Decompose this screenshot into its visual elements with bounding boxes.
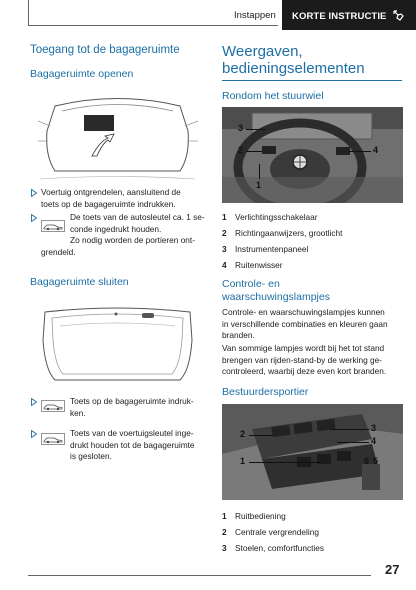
step-bullet-icon bbox=[31, 430, 37, 438]
door-callout-3: 3 bbox=[371, 423, 377, 433]
leader-line bbox=[246, 129, 266, 130]
close-step-2 bbox=[70, 428, 195, 463]
leader-line bbox=[330, 429, 369, 430]
steering-callout-2: 2 bbox=[238, 145, 244, 155]
step-bullet-icon bbox=[31, 398, 37, 406]
list-item-number: 3 bbox=[222, 244, 227, 254]
warning-p1-line-2: in verschillende combinaties en kleuren gaan bbox=[222, 318, 388, 329]
list-item-number: 1 bbox=[222, 511, 227, 521]
leader-line bbox=[246, 151, 262, 152]
main-title-line-1: Weergaven, bbox=[222, 43, 303, 60]
list-item bbox=[222, 241, 342, 257]
list-item-label: Richtingaanwijzers, grootlicht bbox=[235, 228, 343, 238]
open-step-2-line-2: conde ingedrukt houden. bbox=[70, 223, 162, 234]
section-title-trunk-access: Toegang tot de bagageruimte bbox=[30, 44, 180, 56]
header-rule bbox=[28, 25, 278, 26]
warning-p2-line-1: Van sommige lampjes wordt bij het tot stand bbox=[222, 343, 385, 353]
trunk-close-illustration bbox=[30, 300, 205, 382]
page-number: 27 bbox=[385, 562, 400, 577]
close-step-1-line-1: Toets op de bagageruimte indruk- bbox=[70, 396, 194, 406]
list-item bbox=[222, 524, 324, 540]
leader-line bbox=[249, 462, 321, 463]
open-step-1 bbox=[41, 187, 181, 210]
list-item-number: 3 bbox=[222, 543, 227, 553]
open-step-2-line-4: grendeld. bbox=[41, 247, 76, 257]
subsection-title-warning-lights bbox=[222, 278, 330, 304]
steering-items-list bbox=[222, 209, 342, 273]
list-item-label: Centrale vergrendeling bbox=[235, 527, 319, 537]
close-step-1 bbox=[70, 396, 194, 419]
open-step-2 bbox=[70, 212, 205, 247]
car-key-icon bbox=[41, 220, 65, 232]
pointer-hand-icon bbox=[392, 9, 404, 21]
warning-paragraph-2 bbox=[222, 343, 386, 378]
steering-callout-4: 4 bbox=[373, 145, 379, 155]
step-bullet-icon bbox=[31, 214, 37, 222]
door-callout-5: 5 bbox=[373, 456, 379, 466]
list-item-number: 2 bbox=[222, 527, 227, 537]
trunk-open-illustration bbox=[30, 86, 205, 181]
subsection-title-open-trunk: Bagageruimte openen bbox=[30, 68, 134, 80]
list-item bbox=[222, 540, 324, 556]
list-item bbox=[222, 209, 342, 225]
chapter-label: Instappen bbox=[234, 10, 276, 21]
list-item-label: Ruitbediening bbox=[235, 511, 286, 521]
close-step-1-line-2: ken. bbox=[70, 407, 86, 418]
chapter-tab bbox=[282, 0, 416, 30]
subsection-title-close-trunk: Bagageruimte sluiten bbox=[30, 276, 129, 288]
leader-line bbox=[249, 435, 273, 436]
list-item-label: Instrumentenpaneel bbox=[235, 244, 309, 254]
list-item-number: 4 bbox=[222, 260, 227, 270]
list-item-label: Ruitenwisser bbox=[235, 260, 283, 270]
list-item-number: 2 bbox=[222, 228, 227, 238]
list-item-label: Stoelen, comfortfuncties bbox=[235, 543, 325, 553]
close-step-2-line-1: Toets van de voertuigsleutel inge- bbox=[70, 428, 194, 438]
driver-door-photo bbox=[222, 404, 403, 500]
leader-line bbox=[259, 164, 260, 179]
close-step-2-line-3: is gesloten. bbox=[70, 451, 112, 462]
trunk-button-icon bbox=[41, 400, 65, 412]
close-step-2-line-2: drukt houden tot de bagageruimte bbox=[70, 439, 195, 450]
list-item-label: Verlichtingsschakelaar bbox=[235, 212, 318, 222]
list-item bbox=[222, 225, 342, 241]
door-callout-6: 6 bbox=[364, 456, 370, 466]
open-step-2-line-1: De toets van de autosleutel ca. 1 se- bbox=[70, 212, 205, 222]
list-item bbox=[222, 257, 342, 273]
subsection-title-driver-door: Bestuurdersportier bbox=[222, 386, 309, 398]
footer-rule bbox=[28, 575, 371, 576]
subsection-title-steering: Rondom het stuurwiel bbox=[222, 90, 324, 102]
leader-line bbox=[337, 442, 369, 443]
warning-paragraph-1 bbox=[222, 307, 388, 342]
steering-callout-3: 3 bbox=[238, 123, 244, 133]
leader-line bbox=[349, 151, 371, 152]
warning-p2-line-2: brengen van rijden-stand-by de werking ge- bbox=[222, 354, 383, 365]
warning-title-line-1: Controle- en bbox=[222, 278, 280, 290]
list-item bbox=[222, 508, 324, 524]
chapter-tab-label: KORTE INSTRUCTIE bbox=[292, 11, 387, 22]
warning-title-line-2: waarschuwingslampjes bbox=[222, 291, 330, 303]
door-items-list bbox=[222, 508, 324, 556]
warning-p1-line-1: Controle- en waarschuwingslampjes kunnen bbox=[222, 307, 385, 317]
list-item-number: 1 bbox=[222, 212, 227, 222]
open-step-1-line-1: Voertuig ontgrendelen, aansluitend de bbox=[41, 187, 181, 197]
open-step-1-line-2: toets op de bagageruimte indrukken. bbox=[41, 198, 176, 209]
open-step-2-line-3: Zo nodig worden de portieren ont- bbox=[70, 235, 195, 246]
door-callout-2: 2 bbox=[240, 429, 246, 439]
warning-p1-line-3: branden. bbox=[222, 330, 255, 341]
door-callout-1: 1 bbox=[240, 456, 246, 466]
step-bullet-icon bbox=[31, 189, 37, 197]
main-title bbox=[222, 43, 402, 77]
door-callout-4: 4 bbox=[371, 436, 377, 446]
main-title-line-2: bedieningselementen bbox=[222, 60, 365, 77]
warning-p2-line-3: controleerd, waarbij deze even kort branden. bbox=[222, 366, 387, 377]
car-key-icon bbox=[41, 433, 65, 445]
header-border-left bbox=[28, 0, 29, 26]
main-title-rule bbox=[222, 80, 402, 81]
steering-callout-1: 1 bbox=[256, 180, 262, 190]
